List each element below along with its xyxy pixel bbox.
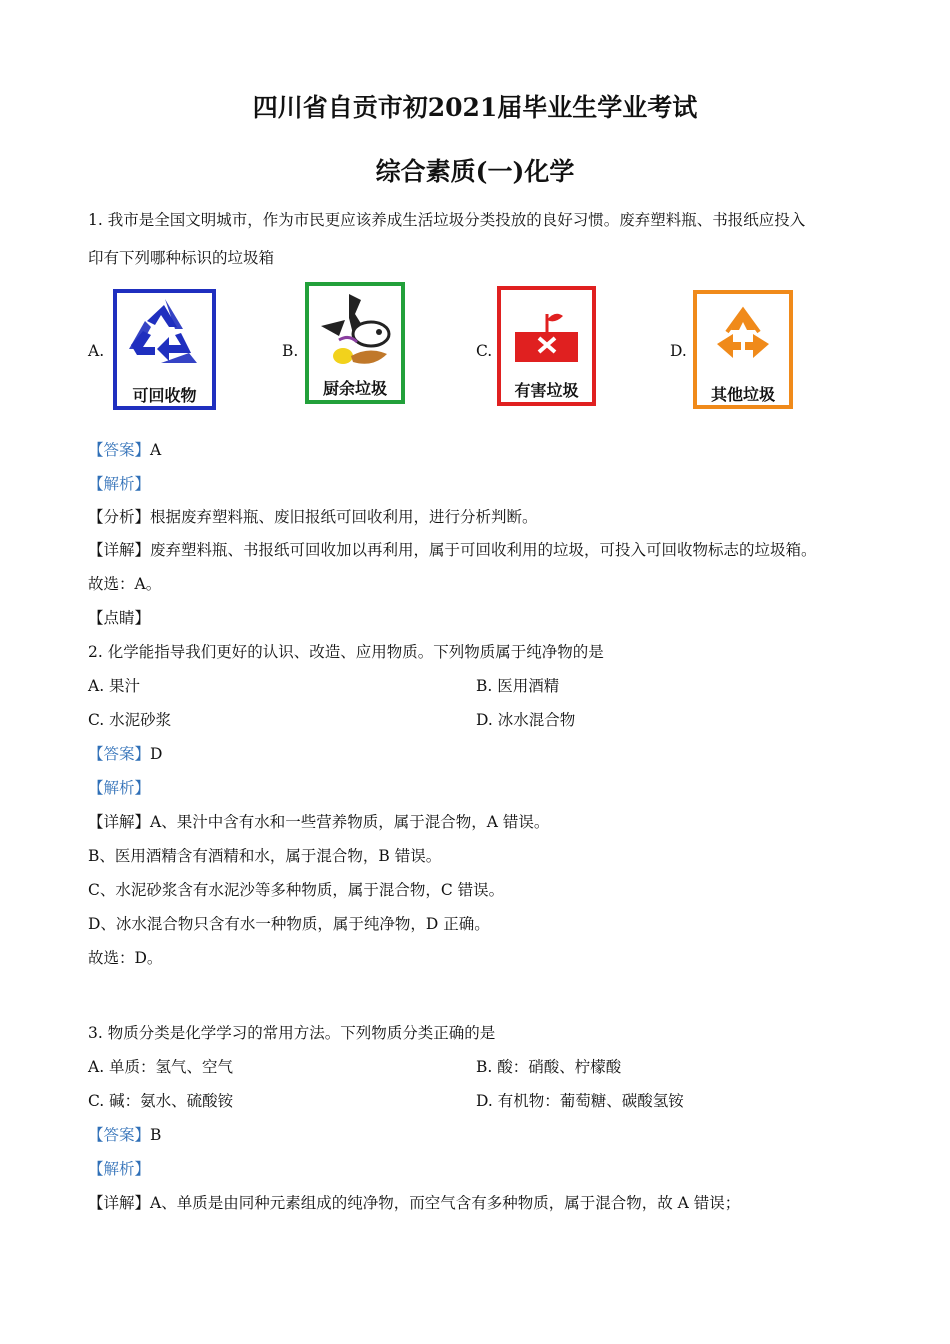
q1-detail — [88, 538, 817, 560]
q2-detail-b: B、医用酒精含有酒精和水，属于混合物，B 错误。 — [88, 847, 442, 865]
detail-text: 废弃塑料瓶、书报纸可回收加以再利用，属于可回收利用的垃圾，可投入可回收物标志的垃圾箱。 — [150, 541, 817, 559]
q1-stem-line2: 印有下列哪种标识的垃圾箱 — [88, 249, 275, 267]
food-waste-sign — [305, 282, 405, 404]
q2-detail-d: D、冰水混合物只含有水一种物质，属于纯净物，D 正确。 — [88, 915, 490, 933]
q2-option-b: B. 医用酒精 — [476, 677, 560, 695]
q2-answer — [88, 742, 162, 764]
q2-detail-c: C、水泥砂浆含有水泥沙等多种物质，属于混合物，C 错误。 — [88, 881, 505, 899]
q3-analysis-tag: 【解析】 — [88, 1160, 151, 1178]
detail-tag: 【详解】 — [88, 1194, 151, 1212]
detail-text: A、单质是由同种元素组成的纯净物，而空气含有多种物质，属于混合物，故 A 错误； — [150, 1194, 741, 1212]
q1-option-b-label: B. — [282, 342, 299, 360]
q2-analysis-tag: 【解析】 — [88, 779, 151, 797]
q3-option-a: A. 单质：氢气、空气 — [88, 1058, 234, 1076]
q1-option-d-label: D. — [670, 342, 687, 360]
q2-detail-a — [88, 810, 549, 832]
recyclable-sign — [113, 289, 216, 410]
q1-stem-line1: 1. 我市是全国文明城市，作为市民更应该养成生活垃圾分类投放的良好习惯。废弃塑料瓶、书报纸应投入 — [88, 211, 806, 229]
recyclable-caption: 可回收物 — [132, 386, 197, 405]
answer-value: B — [150, 1126, 162, 1144]
q3-stem: 3. 物质分类是化学学习的常用方法。下列物质分类正确的是 — [88, 1024, 496, 1042]
answer-tag: 【答案】 — [88, 745, 151, 763]
q3-answer — [88, 1123, 161, 1145]
fenxi-text: 根据废弃塑料瓶、废旧报纸可回收利用，进行分析判断。 — [150, 508, 538, 526]
q2-option-d: D. 冰水混合物 — [476, 711, 576, 729]
detail-text: A、果汁中含有水和一些营养物质，属于混合物，A 错误。 — [150, 813, 550, 831]
answer-tag: 【答案】 — [88, 441, 151, 459]
q1-analysis-tag: 【解析】 — [88, 475, 151, 493]
fenxi-tag: 【分析】 — [88, 508, 151, 526]
other-waste-sign — [693, 290, 793, 409]
q3-option-c: C. 碱：氨水、硫酸铵 — [88, 1092, 234, 1110]
answer-value: D — [150, 745, 163, 763]
q1-choose: 故选：A。 — [88, 575, 162, 593]
q2-option-a: A. 果汁 — [88, 677, 141, 695]
hazardous-sign — [497, 286, 596, 406]
q3-option-d: D. 有机物：葡萄糖、碳酸氢铵 — [476, 1092, 684, 1110]
other-waste-caption: 其他垃圾 — [710, 385, 775, 404]
food-waste-caption: 厨余垃圾 — [322, 379, 387, 398]
q1-answer — [88, 438, 161, 460]
other-waste-icon — [697, 298, 789, 378]
answer-value: A — [150, 441, 162, 459]
q1-dianjing-tag: 【点睛】 — [88, 609, 151, 627]
page-subtitle: 综合素质(一)化学 — [375, 157, 575, 186]
hazardous-caption: 有害垃圾 — [514, 381, 579, 400]
detail-tag: 【详解】 — [88, 813, 151, 831]
q2-option-c: C. 水泥砂浆 — [88, 711, 172, 729]
q3-detail — [88, 1191, 740, 1213]
q1-option-c-label: C. — [476, 342, 493, 360]
hazard-icon — [501, 294, 592, 374]
food-waste-icon — [309, 290, 401, 372]
recycle-icon — [117, 297, 212, 377]
q2-stem: 2. 化学能指导我们更好的认识、改造、应用物质。下列物质属于纯净物的是 — [88, 643, 604, 661]
detail-tag: 【详解】 — [88, 541, 151, 559]
q1-option-a-label: A. — [88, 342, 105, 360]
page-title: 四川省自贡市初2021届毕业生学业考试 — [252, 93, 698, 122]
q1-fenxi — [88, 505, 538, 527]
answer-tag: 【答案】 — [88, 1126, 151, 1144]
q3-option-b: B. 酸：硝酸、柠檬酸 — [476, 1058, 622, 1076]
q2-choose: 故选：D。 — [88, 949, 163, 967]
